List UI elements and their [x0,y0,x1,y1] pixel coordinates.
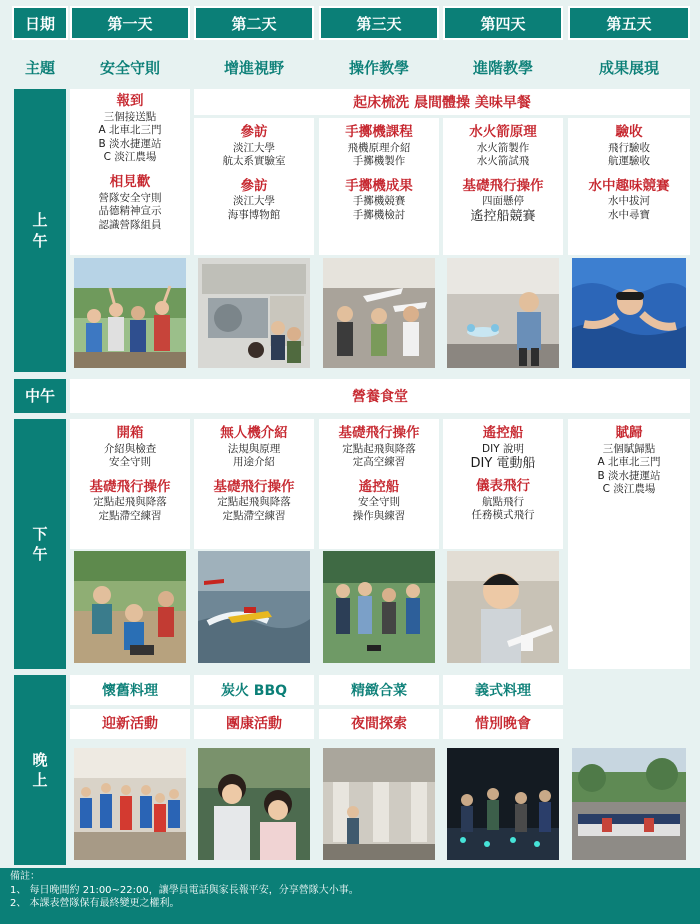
morning-day4-photo [447,258,559,368]
afternoon-day4-photo [447,551,559,663]
period-afternoon: 下 午 [14,419,66,669]
afternoon-day3-cell: 基礎飛行操作 定點起飛與降落 定高空練習 遙控船 安全守則 操作與練習 [319,419,439,549]
morning-day3-cell: 手擲機課程 飛機原理介紹 手擲機製作 手擲機成果 手擲機競賽 手擲機檢討 [319,118,439,255]
morning-day2-cell: 參訪 淡江大學 航太系實驗室 參訪 淡江大學 海事博物館 [194,118,314,255]
evening-activity-day2: 團康活動 [194,709,314,739]
theme-day2: 增進視野 [223,58,284,77]
morning-day1-title1: 報到 [116,93,144,109]
morning-day1-title2: 相見歡 [109,174,151,191]
afternoon-day1-photo [74,551,186,663]
period-noon: 中午 [14,379,66,413]
evening-activity-day4: 惜別晚會 [443,709,563,739]
evening-day4-photo [447,748,559,860]
theme-label: 主題 [24,58,55,77]
morning-day5-photo [572,258,686,368]
noon-banner: 營養食堂 [70,379,690,413]
morning-day5-cell: 驗收 飛行驗收 航運驗收 水中趣味競賽 水中拔河 水中尋寶 [568,118,690,255]
day5-header: 第五天 [568,6,690,40]
day1-header: 第一天 [70,6,190,40]
theme-day5: 成果展現 [598,58,659,77]
notes-line-2: 2、 本課表營隊保有最終變更之權利。 [10,898,180,909]
evening-activity-day1: 迎新活動 [70,709,190,739]
evening-day2-photo [198,748,310,860]
afternoon-day2-cell: 無人機介紹 法規與原理 用途介紹 基礎飛行操作 定點起飛與降落 定點滯空練習 [194,419,314,549]
notes-title: 備註： [10,871,40,882]
afternoon-day2-photo [198,551,310,663]
notes-section [10,870,690,911]
day4-header: 第四天 [443,6,563,40]
evening-day1-photo [74,748,186,860]
morning-day2-photo [198,258,310,368]
theme-day3: 操作教學 [348,58,409,77]
day2-header: 第二天 [194,6,314,40]
evening-day5-photo [572,748,686,860]
morning-day4-cell: 水火箭原理 水火箭製作 水火箭試飛 基礎飛行操作 四面懸停 遙控船競賽 [443,118,563,255]
afternoon-day4-cell: 遙控船 DIY 說明 DIY 電動船 儀表飛行 航點飛行 任務模式飛行 [443,419,563,549]
morning-day1-cell: 報到 三個接送點 A 北車北三門 B 淡水捷運站 C 淡江農場 相見歡 營隊安全守則 品德精神宣示 認識營隊組員 [70,89,190,255]
evening-day3-photo [323,748,435,860]
morning-banner: 起床梳洗 晨間體操 美味早餐 [194,89,690,115]
evening-meal-day1: 懷舊料理 [70,675,190,705]
afternoon-day1-cell: 開箱 介紹與檢查 安全守則 基礎飛行操作 定點起飛與降落 定點滯空練習 [70,419,190,549]
notes-line-1: 1、 每日晚間約 21:00~22:00，讓學員電話與家長報平安，分享營隊大小事。 [10,884,359,896]
theme-day4: 進階教學 [472,58,533,77]
morning-day1-photo [74,258,186,368]
evening-meal-day3: 精緻合菜 [319,675,439,705]
morning-day3-photo [323,258,435,368]
date-header: 日期 [12,6,68,40]
evening-meal-day4: 義式料理 [443,675,563,705]
afternoon-day3-photo [323,551,435,663]
period-morning: 上 午 [14,89,66,372]
day3-header: 第三天 [319,6,439,40]
evening-meal-day2: 炭火 BBQ [194,675,314,705]
theme-day1: 安全守則 [99,58,160,77]
period-evening: 晚 上 [14,675,66,865]
evening-activity-day3: 夜間探索 [319,709,439,739]
afternoon-day5-cell: 賦歸 三個賦歸點 A 北車北三門 B 淡水捷運站 C 淡江農場 [568,419,690,669]
